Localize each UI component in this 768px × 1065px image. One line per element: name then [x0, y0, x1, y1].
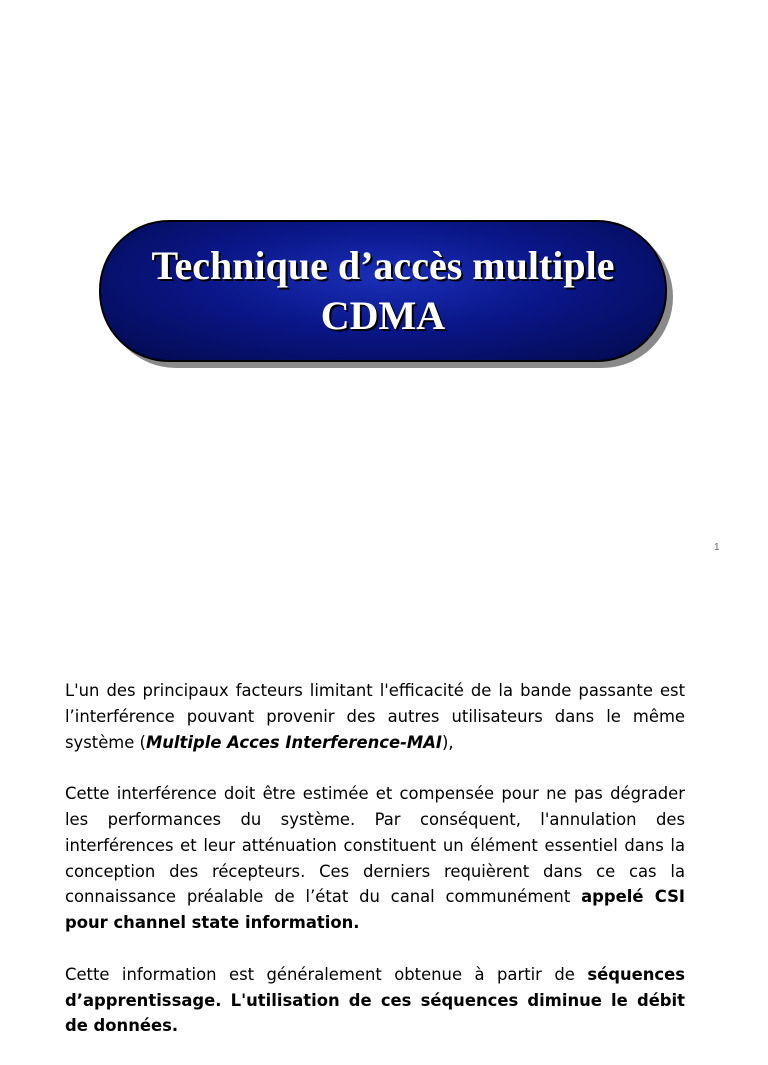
title-banner — [99, 220, 667, 362]
paragraph-2-bold: appelé CSI pour channel state information. — [65, 887, 685, 933]
paragraph-1-emphasis: Multiple Acces Interference-MAI — [145, 732, 443, 752]
title-line-2: CDMA — [320, 293, 446, 338]
title-line-1: Technique d’accès multiple — [151, 243, 615, 288]
paragraph-3-bold: séquences d’apprentissage. L'utilisation de ces séquences diminue le débit de données. — [65, 964, 685, 1036]
paragraph-2 — [65, 781, 685, 936]
paragraph-1 — [65, 678, 685, 755]
page-number: 1 — [714, 542, 720, 553]
paragraph-2-text: Cette interférence doit être estimée et compensée pour ne pas dégrader les performances du système. Par conséquent, l'annulation des interférences et leur atténuation constituent un élément essentiel dans la conception des récepteurs. Ces derniers requièrent dans ce cas la connaissance préalable de l’état du canal communément — [65, 784, 685, 907]
body-text — [65, 678, 685, 1065]
paragraph-1-text: L'un des principaux facteurs limitant l'efficacité de la bande passante est l’interférence pouvant provenir des autres utilisateurs dans le même système ( — [65, 681, 685, 752]
paragraph-3-text: Cette information est généralement obtenue à partir de — [65, 964, 588, 984]
paragraph-1-end: ), — [442, 732, 454, 752]
paragraph-3 — [65, 962, 685, 1039]
title-pill — [99, 220, 667, 362]
